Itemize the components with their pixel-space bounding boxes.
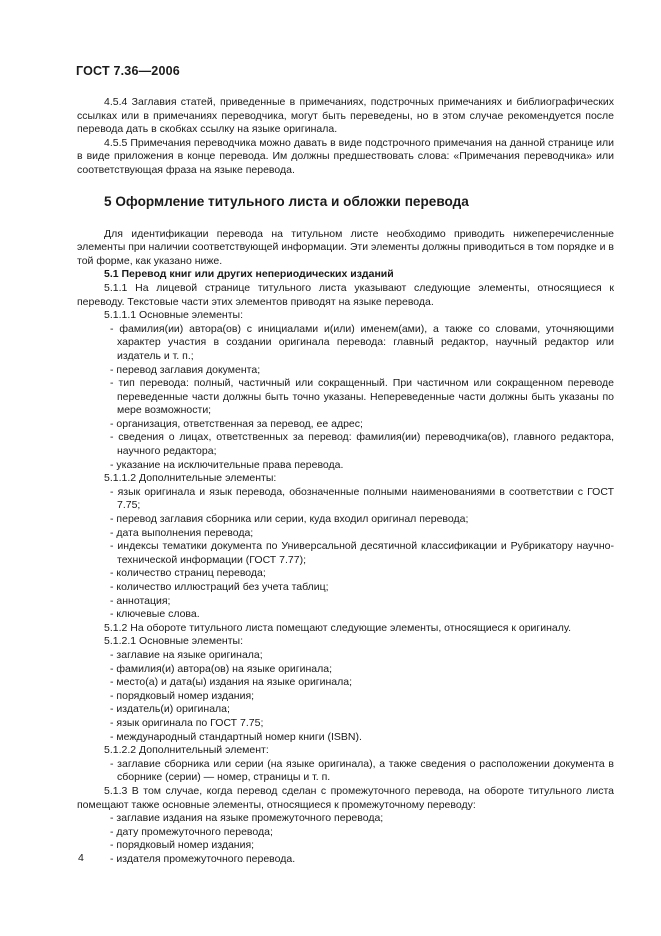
list-item: - ключевые слова. — [110, 608, 200, 621]
list-item: - издатель(и) оригинала; — [110, 703, 230, 716]
list-item: - порядковый номер издания; — [110, 689, 255, 702]
list-item: - заглавие издания на языке промежуточного перевода; — [110, 812, 384, 825]
list-5-1-2-1 — [77, 649, 614, 744]
list-item: - место(а) и дата(ы) издания на языке оригинала; — [110, 676, 353, 689]
list-5-1-3 — [77, 812, 614, 866]
list-item: - сведения о лицах, ответственных за перевод: фамилия(ии) переводчика(ов), главного редактора, научного редактора; — [110, 431, 614, 458]
list-item: - организация, ответственная за перевод, ее адрес; — [110, 417, 363, 430]
list-5-1-1-2 — [77, 486, 614, 622]
page-number: 4 — [78, 852, 84, 864]
list-item: - количество страниц перевода; — [110, 567, 266, 580]
list-item: - язык оригинала и язык перевода, обозначенные полными наименованиями в соответствии с ГОСТ 7.75; — [110, 485, 614, 512]
list-item: - порядковый номер издания; — [110, 839, 255, 852]
list-item: - указание на исключительные права перевода. — [110, 458, 344, 471]
list-item: - дата выполнения перевода; — [110, 526, 254, 539]
paragraph-5-1-2-1: 5.1.2.1 Основные элементы: — [104, 635, 243, 648]
list-item: - заглавие сборника или серии (на языке оригинала), а также сведения о расположении документа в сборнике (серии) — номер, страницы и т. п. — [110, 757, 614, 784]
paragraph-4-5-5: 4.5.5 Примечания переводчика можно давать в виде подстрочного примечания на данной странице или в виде приложения в конце перевода. Им должны предшествовать слова: «Примечания переводчика» или соответствующая фраза на языке перевода. — [77, 136, 614, 176]
list-5-1-1-1 — [77, 323, 614, 473]
section-5-intro: Для идентификации перевода на титульном листе необходимо приводить нижеперечисленные элементы при наличии соответствующей информации. Эти элементы должны приводиться в том порядке и в той форме, как указано ниже. — [77, 227, 614, 267]
list-item: - аннотация; — [110, 594, 171, 607]
list-item: - фамилия(и) автора(ов) на языке оригинала; — [110, 662, 332, 675]
paragraph-5-1-1: 5.1.1 На лицевой странице титульного листа указывают следующие элементы, относящиеся к переводу. Текстовые части этих элементов приводят на языке перевода. — [77, 281, 614, 308]
subsection-5-1-heading: 5.1 Перевод книг или других непериодических изданий — [104, 268, 394, 281]
paragraph-4-5-4: 4.5.4 Заглавия статей, приведенные в примечаниях, подстрочных примечаниях и библиографических ссылках или в примечаниях переводчика, могут быть переведены, но в этом случае рекомендуется после перевода дать в скобках ссылку на языке оригинала. — [77, 96, 614, 136]
document-header: ГОСТ 7.36—2006 — [76, 64, 180, 78]
list-item: - фамилия(ии) автора(ов) с инициалами и(или) именем(ами), а также со словами, уточняющими характер участия в создании оригинала перевода: главный редактор, научный редактор или издатель и т. п.; — [110, 322, 614, 362]
list-item: - заглавие на языке оригинала; — [110, 648, 263, 661]
paragraph-5-1-2-2: 5.1.2.2 Дополнительный элемент: — [104, 744, 269, 757]
list-5-1-2-2 — [77, 758, 614, 785]
section-5-heading: 5 Оформление титульного листа и обложки перевода — [104, 193, 469, 209]
list-item: - перевод заглавия сборника или серии, куда входил оригинал перевода; — [110, 513, 469, 526]
list-item: - индексы тематики документа по Универсальной десятичной классификации и Рубрикатору научно-технической информации (ГОСТ 7.77); — [110, 540, 614, 566]
list-item: - международный стандартный номер книги (ISBN). — [110, 730, 362, 743]
paragraph-5-1-1-2: 5.1.1.2 Дополнительные элементы: — [104, 472, 277, 485]
list-item: - перевод заглавия документа; — [110, 363, 261, 376]
paragraph-5-1-3: 5.1.3 В том случае, когда перевод сделан с промежуточного перевода, на обороте титульного листа помещают также основные элементы, относящиеся к промежуточному переводу: — [77, 784, 614, 811]
list-item: - язык оригинала по ГОСТ 7.75; — [110, 716, 264, 729]
list-item: - количество иллюстраций без учета таблиц; — [110, 581, 329, 593]
document-body — [77, 96, 614, 866]
list-item: - тип перевода: полный, частичный или сокращенный. При частичном или сокращенном переводе переведенные части должны быть точно указаны. Непереведенные части должны быть указаны по мере возможности; — [110, 377, 614, 417]
paragraph-5-1-2: 5.1.2 На обороте титульного листа помещают следующие элементы, относящиеся к оригиналу. — [104, 621, 571, 634]
list-item: - дату промежуточного перевода; — [110, 825, 273, 838]
paragraph-5-1-1-1: 5.1.1.1 Основные элементы: — [104, 309, 243, 322]
list-item: - издателя промежуточного перевода. — [110, 852, 296, 865]
